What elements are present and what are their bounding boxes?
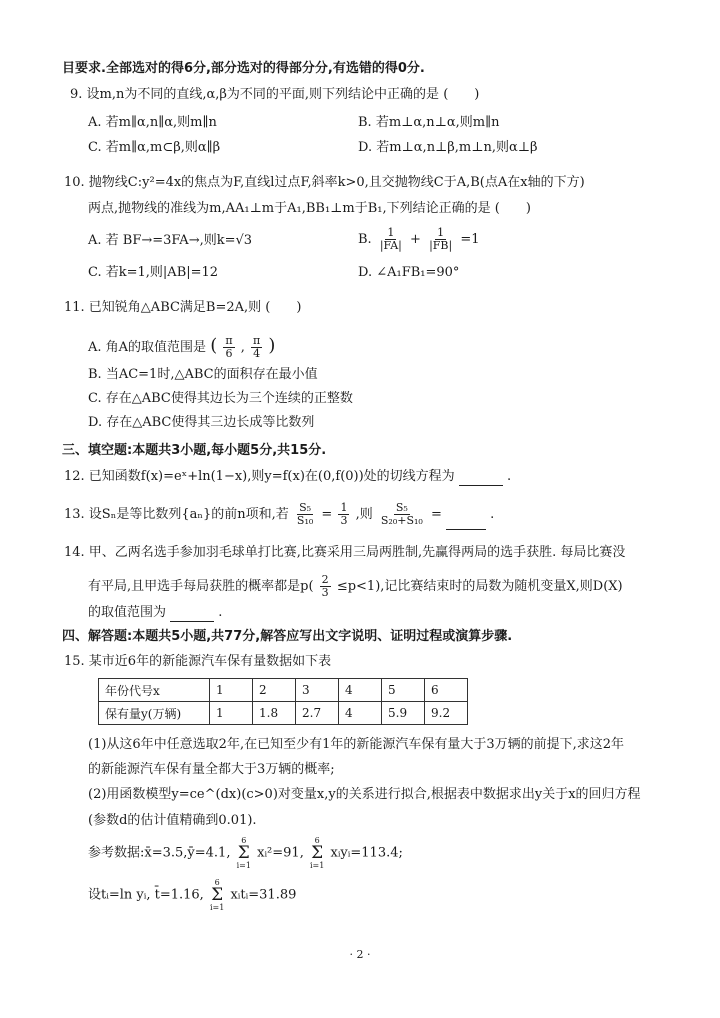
q14-line2 xyxy=(88,572,623,602)
q15-part2-line2: (参数d的估计值精确到0.01). xyxy=(88,813,257,828)
q13-num1: S₅ xyxy=(299,501,312,514)
q14-line3-text: 的取值范围为 xyxy=(88,605,167,620)
q14-line2-pre: 有平局,且甲选手每局获胜的概率都是p( xyxy=(88,579,314,594)
q13-den1: S₁₀ xyxy=(296,514,314,527)
q15-reference-data xyxy=(88,836,403,870)
q10-stem-line1: 10. 抛物线C:y²=4x的焦点为F,直线l过点F,斜率k>0,且交抛物线C于A,B(点A在x轴的下方) xyxy=(64,175,585,190)
sum-operator: 6 Σ i=1 xyxy=(236,836,251,870)
table-cell: 1 xyxy=(210,702,253,725)
table-cell: 1.8 xyxy=(253,702,296,725)
q9-option-b: B. 若m⊥α,n⊥α,则m∥n xyxy=(358,115,500,130)
q13-frac2 xyxy=(338,502,349,527)
table-row xyxy=(99,679,468,702)
table-cell: 4 xyxy=(339,702,382,725)
q14-frac-num: 2 xyxy=(321,573,329,586)
q10-b-frac2 xyxy=(427,227,454,252)
q14-frac-den: 3 xyxy=(321,586,329,599)
q10-b-den1: |FA| xyxy=(379,239,402,252)
q13-frac1 xyxy=(295,502,315,527)
q13-frac3 xyxy=(379,502,425,527)
q15-stem: 15. 某市近6年的新能源汽车保有量数据如下表 xyxy=(64,654,332,669)
q10-stem-line2: 两点,抛物线的准线为m,AA₁⊥m于A₁,BB₁⊥m于B₁,下列结论正确的是 ( ) xyxy=(88,201,531,216)
table-cell: 6 xyxy=(425,679,468,702)
q10-b-plus: + xyxy=(410,232,421,247)
q13-num2: 1 xyxy=(340,501,348,514)
table-cell: 4 xyxy=(339,679,382,702)
q15-part2-line1: (2)用函数模型y=ce^(dx)(c>0)对变量x,y的关系进行拟合,根据表中数据求出y关于x的回归方程 xyxy=(88,787,641,802)
q12-answer-blank xyxy=(459,471,503,486)
q13-answer-blank xyxy=(446,515,486,530)
q11-a-num1: π xyxy=(225,334,233,347)
q13-den2: 3 xyxy=(340,514,348,527)
table-cell: 5 xyxy=(382,679,425,702)
q12-text: 12. 已知函数f(x)=eˣ+ln(1−x),则y=f(x)在(0,f(0))处的切线方程为 xyxy=(64,469,455,484)
q15-reference-data-2 xyxy=(88,878,296,912)
q11-option-a xyxy=(88,332,275,362)
q9-option-d: D. 若m⊥α,n⊥β,m⊥n,则α⊥β xyxy=(358,140,538,155)
section3-heading: 三、填空题:本题共3小题,每小题5分,共15分. xyxy=(62,443,327,458)
table-cell: 3 xyxy=(296,679,339,702)
q10-option-a: A. 若 BF→=3FA→,则k=√3 xyxy=(88,233,253,248)
q14-line2-post: ≤p<1),记比赛结束时的局数为随机变量X,则D(X) xyxy=(336,579,623,594)
q9-option-a: A. 若m∥α,n∥α,则m∥n xyxy=(88,115,217,130)
q11-a-num2: π xyxy=(253,334,261,347)
table-cell: 9.2 xyxy=(425,702,468,725)
q10-b-num2: 1 xyxy=(437,226,445,239)
q10-option-b xyxy=(358,226,480,254)
table-cell: 2 xyxy=(253,679,296,702)
q15-part1-line1: (1)从这6年中任意选取2年,在已知至少有1年的新能源汽车保有量大于3万辆的前提下,求这2年 xyxy=(88,737,625,752)
q11-option-c: C. 存在△ABC使得其边长为三个连续的正整数 xyxy=(88,391,353,406)
q12-end: . xyxy=(506,469,512,484)
q9-stem: 9. 设m,n为不同的直线,α,β为不同的平面,则下列结论中正确的是 ( ) xyxy=(70,87,480,102)
q13-mid: ,则 xyxy=(355,507,373,522)
q13-eq2: = xyxy=(430,507,442,522)
q11-option-d: D. 存在△ABC使得其三边长成等比数列 xyxy=(88,415,315,430)
table-cell: 1 xyxy=(210,679,253,702)
q10-b-prefix: B. xyxy=(358,232,372,247)
table-header-amount: 保有量y(万辆) xyxy=(99,702,210,725)
q14-answer-blank xyxy=(170,607,214,622)
table-header-year: 年份代号x xyxy=(99,679,210,702)
q11-option-b: B. 当AC=1时,△ABC的面积存在最小值 xyxy=(88,367,318,382)
q15-ref-term1: xᵢ²=91, xyxy=(257,845,304,861)
q14-frac xyxy=(320,574,331,599)
q13-prefix: 13. 设Sₙ是等比数列{aₙ}的前n项和,若 xyxy=(64,507,289,522)
table-cell: 5.9 xyxy=(382,702,425,725)
q15-ref-prefix: 参考数据:x̄=3.5,ȳ=4.1, xyxy=(88,845,231,861)
q10-option-d: D. ∠A₁FB₁=90° xyxy=(358,265,460,280)
q11-a-den2: 4 xyxy=(253,347,261,360)
q10-option-c: C. 若k=1,则|AB|=12 xyxy=(88,265,219,280)
q10-b-frac1 xyxy=(378,227,404,252)
q11-a-prefix: A. 角A的取值范围是 xyxy=(88,340,207,355)
page-number: · 2 · xyxy=(349,948,371,961)
q10-b-num1: 1 xyxy=(387,226,395,239)
q12-line xyxy=(64,468,511,486)
q11-a-paren-left: ( xyxy=(210,335,218,356)
q13-end: . xyxy=(490,507,495,522)
q10-b-tail: =1 xyxy=(460,232,480,247)
section4-heading: 四、解答题:本题共5小题,共77分,解答应写出文字说明、证明过程或演算步骤. xyxy=(62,629,513,644)
table-cell: 2.7 xyxy=(296,702,339,725)
q15-ref2-prefix: 设tᵢ=ln yᵢ, t̄=1.16, xyxy=(88,887,204,903)
header-line: 目要求.全部选对的得6分,部分选对的得部分分,有选错的得0分. xyxy=(62,61,425,76)
q11-a-paren-right: ) xyxy=(268,335,276,356)
q15-ref-term2: xᵢyᵢ=113.4; xyxy=(330,845,403,861)
q9-option-c: C. 若m∥α,m⊂β,则α∥β xyxy=(88,140,221,155)
sum-operator: 6 Σ i=1 xyxy=(309,836,325,870)
q11-a-den1: 6 xyxy=(225,347,233,360)
q11-a-frac2 xyxy=(251,335,262,360)
q14-line3 xyxy=(88,604,222,622)
q14-line1: 14. 甲、乙两名选手参加羽毛球单打比赛,比赛采用三局两胜制,先赢得两局的选手获胜. 每局比赛没 xyxy=(64,545,626,560)
q15-ref2-term: xᵢtᵢ=31.89 xyxy=(230,887,297,903)
sum-operator: 6 Σ i=1 xyxy=(209,878,225,912)
q15-part1-line2: 的新能源汽车保有量全都大于3万辆的概率; xyxy=(88,762,335,777)
q11-stem: 11. 已知锐角△ABC满足B=2A,则 ( ) xyxy=(64,300,302,315)
q11-a-frac1 xyxy=(223,335,234,360)
q13-line xyxy=(64,500,494,530)
q14-line3-end: . xyxy=(218,605,223,620)
table-row xyxy=(99,702,468,725)
q10-b-den2: |FB| xyxy=(429,239,453,252)
q15-data-table xyxy=(98,678,468,725)
q13-num3: S₅ xyxy=(395,501,408,514)
q11-a-comma: , xyxy=(240,340,245,355)
q13-den3: S₂₀+S₁₀ xyxy=(380,514,423,527)
q13-eq1: = xyxy=(321,507,333,522)
